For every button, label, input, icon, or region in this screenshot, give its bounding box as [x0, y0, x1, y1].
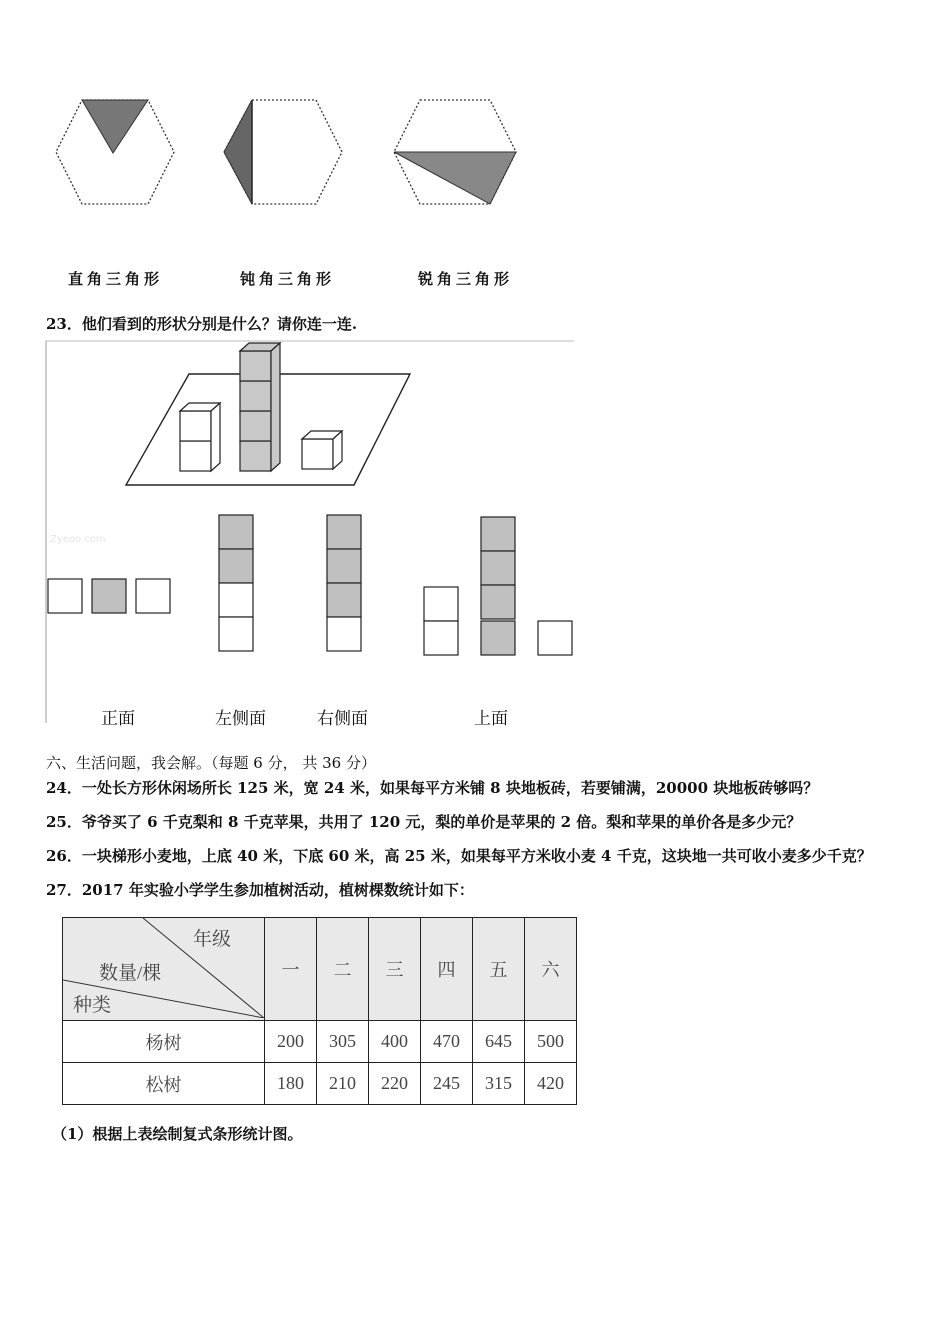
grade-header-4: 四: [421, 918, 473, 1021]
tree-count-table: [62, 917, 577, 1105]
corner-label-grade: 年级: [193, 929, 232, 950]
table-cell: 245: [421, 1063, 473, 1105]
hexagon-acute-triangle-figure: [390, 95, 520, 210]
row-label-pine: 松树: [63, 1063, 265, 1105]
label-left-view: 左侧面: [215, 709, 266, 729]
question-24: 24．一处长方形休闲场所长 125 米，宽 24 米，如果每平方米铺 8 块地板砖，若要铺满，20000 块地板砖够吗？: [46, 779, 819, 797]
table-cell: 220: [369, 1063, 421, 1105]
grade-header-1: 一: [265, 918, 317, 1021]
table-cell: 180: [265, 1063, 317, 1105]
question-25: 25．爷爷买了 6 千克梨和 8 千克苹果，共用了 120 元，梨的单价是苹果的 2 倍。梨和苹果的单价各是多少元？: [46, 813, 802, 831]
cube-stack-left: [180, 403, 220, 471]
sub-question-1: （1）根据上表绘制复式条形统计图。: [52, 1125, 303, 1143]
hexagon-obtuse-triangle-figure: [218, 95, 348, 210]
view-option-4: [424, 517, 572, 655]
table-corner-cell: [63, 918, 265, 1021]
row-label-poplar: 杨树: [63, 1021, 265, 1063]
table-cell: 305: [317, 1021, 369, 1063]
grade-header-2: 二: [317, 918, 369, 1021]
table-cell: 400: [369, 1021, 421, 1063]
view-option-1: [48, 579, 170, 613]
table-cell: 315: [473, 1063, 525, 1105]
question-23: 23．他们看到的形状分别是什么？请你连一连.: [46, 315, 358, 333]
label-obtuse-triangle: 钝角三角形: [240, 270, 336, 288]
question-27: 27．2017 年实验小学学生参加植树活动，植树棵数统计如下：: [46, 881, 474, 899]
table-row: [63, 1021, 577, 1063]
view-option-2: [219, 515, 253, 651]
table-header-row: [63, 918, 577, 1021]
label-acute-triangle: 锐角三角形: [418, 270, 514, 288]
corner-label-quantity: 数量/棵: [99, 963, 162, 984]
question-26: 26．一块梯形小麦地，上底 40 米，下底 60 米，高 25 米，如果每平方米收小麦 4 千克，这块地一共可收小麦多少千克？: [46, 847, 872, 865]
cube-stack-tall: [240, 343, 280, 471]
label-front-view: 正面: [101, 709, 135, 729]
label-right-view: 右侧面: [317, 709, 368, 729]
section-6-heading: 六、生活问题，我会解。（每题 6 分， 共 36 分）: [46, 754, 376, 772]
grade-header-3: 三: [369, 918, 421, 1021]
table-cell: 200: [265, 1021, 317, 1063]
view-option-3: [327, 515, 361, 651]
watermark-text: Zyeoo.com: [50, 534, 106, 545]
table-cell: 645: [473, 1021, 525, 1063]
table-cell: 470: [421, 1021, 473, 1063]
table-row: [63, 1063, 577, 1105]
grade-header-5: 五: [473, 918, 525, 1021]
table-cell: 420: [525, 1063, 577, 1105]
label-top-view: 上面: [474, 709, 508, 729]
hexagon-right-triangle-figure: [50, 95, 180, 210]
label-right-triangle: 直角三角形: [68, 270, 164, 288]
cube-single-right: [302, 431, 342, 469]
table-cell: 500: [525, 1021, 577, 1063]
cube-views-figure: [44, 338, 584, 728]
table-cell: 210: [317, 1063, 369, 1105]
grade-header-6: 六: [525, 918, 577, 1021]
corner-label-type: 种类: [73, 995, 112, 1016]
